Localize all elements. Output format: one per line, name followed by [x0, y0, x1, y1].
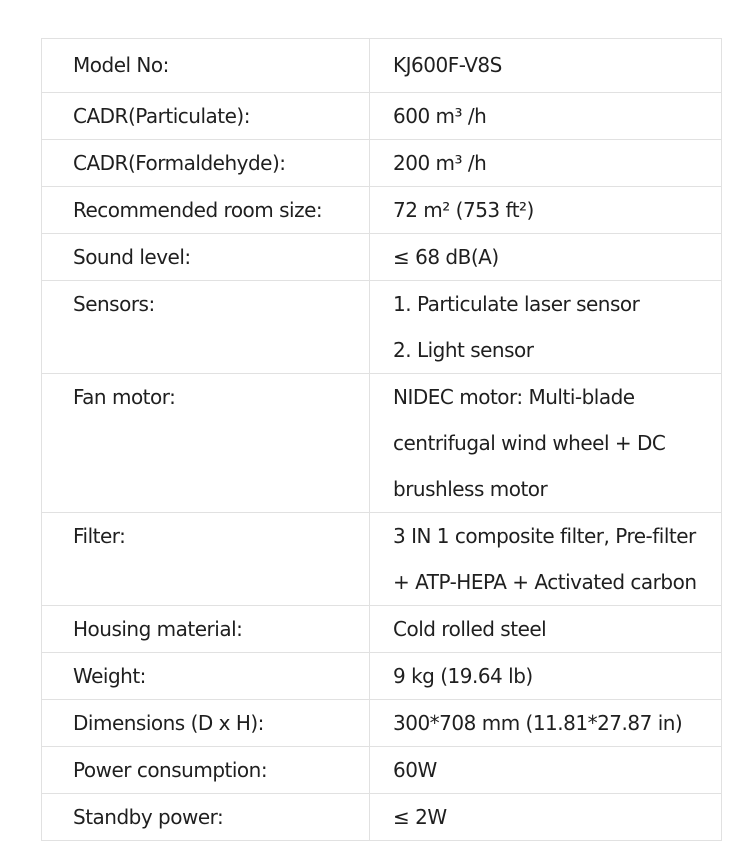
spec-value-line: ≤ 68 dB(A) — [393, 245, 499, 269]
spec-label: Weight: — [42, 653, 370, 700]
spec-value-line: 3 IN 1 composite filter, Pre-filter — [393, 524, 696, 548]
spec-row-room-size — [42, 187, 722, 234]
spec-label: Standby power: — [42, 794, 370, 841]
spec-value-line: centrifugal wind wheel + DC — [393, 431, 666, 455]
spec-row-sound-level — [42, 234, 722, 281]
spec-value-line: brushless motor — [393, 477, 548, 501]
spec-label: Fan motor: — [42, 374, 370, 513]
spec-row-dimensions — [42, 700, 722, 747]
spec-value — [370, 653, 722, 700]
spec-value-line: KJ600F-V8S — [393, 53, 502, 77]
spec-value-line: 1. Particulate laser sensor — [393, 292, 640, 316]
spec-value — [370, 234, 722, 281]
spec-value — [370, 747, 722, 794]
spec-row-sensors — [42, 281, 722, 374]
spec-row-weight — [42, 653, 722, 700]
spec-value — [370, 281, 722, 374]
spec-value — [370, 187, 722, 234]
spec-row-housing-material — [42, 606, 722, 653]
spec-label: Sensors: — [42, 281, 370, 374]
spec-value-line: Cold rolled steel — [393, 617, 547, 641]
spec-value-line: ≤ 2W — [393, 805, 447, 829]
spec-value-line: 72 m² (753 ft²) — [393, 198, 534, 222]
spec-value-line: 200 m³ /h — [393, 151, 487, 175]
spec-row-cadr-formaldehyde — [42, 140, 722, 187]
spec-value-line: 60W — [393, 758, 437, 782]
spec-label: Housing material: — [42, 606, 370, 653]
spec-value — [370, 39, 722, 93]
spec-value — [370, 794, 722, 841]
spec-value-line: 2. Light sensor — [393, 338, 534, 362]
spec-row-power-consumption — [42, 747, 722, 794]
spec-label: CADR(Particulate): — [42, 93, 370, 140]
spec-row-standby-power — [42, 794, 722, 841]
spec-value — [370, 606, 722, 653]
spec-value-line: 9 kg (19.64 lb) — [393, 664, 533, 688]
spec-label: Recommended room size: — [42, 187, 370, 234]
spec-row-fan-motor — [42, 374, 722, 513]
spec-value — [370, 374, 722, 513]
spec-value — [370, 700, 722, 747]
specifications-body — [42, 39, 722, 841]
spec-value — [370, 513, 722, 606]
spec-value-line: + ATP-HEPA + Activated carbon — [393, 570, 697, 594]
spec-label: Model No: — [42, 39, 370, 93]
spec-value-line: 300*708 mm (11.81*27.87 in) — [393, 711, 683, 735]
spec-row-cadr-particulate — [42, 93, 722, 140]
spec-value — [370, 93, 722, 140]
spec-value-line: 600 m³ /h — [393, 104, 487, 128]
spec-row-filter — [42, 513, 722, 606]
spec-label: Filter: — [42, 513, 370, 606]
spec-label: Dimensions (D x H): — [42, 700, 370, 747]
spec-value-line: NIDEC motor: Multi-blade — [393, 385, 635, 409]
spec-label: CADR(Formaldehyde): — [42, 140, 370, 187]
spec-value — [370, 140, 722, 187]
spec-label: Power consumption: — [42, 747, 370, 794]
spec-label: Sound level: — [42, 234, 370, 281]
spec-row-model-no — [42, 39, 722, 93]
specifications-table — [41, 38, 722, 841]
